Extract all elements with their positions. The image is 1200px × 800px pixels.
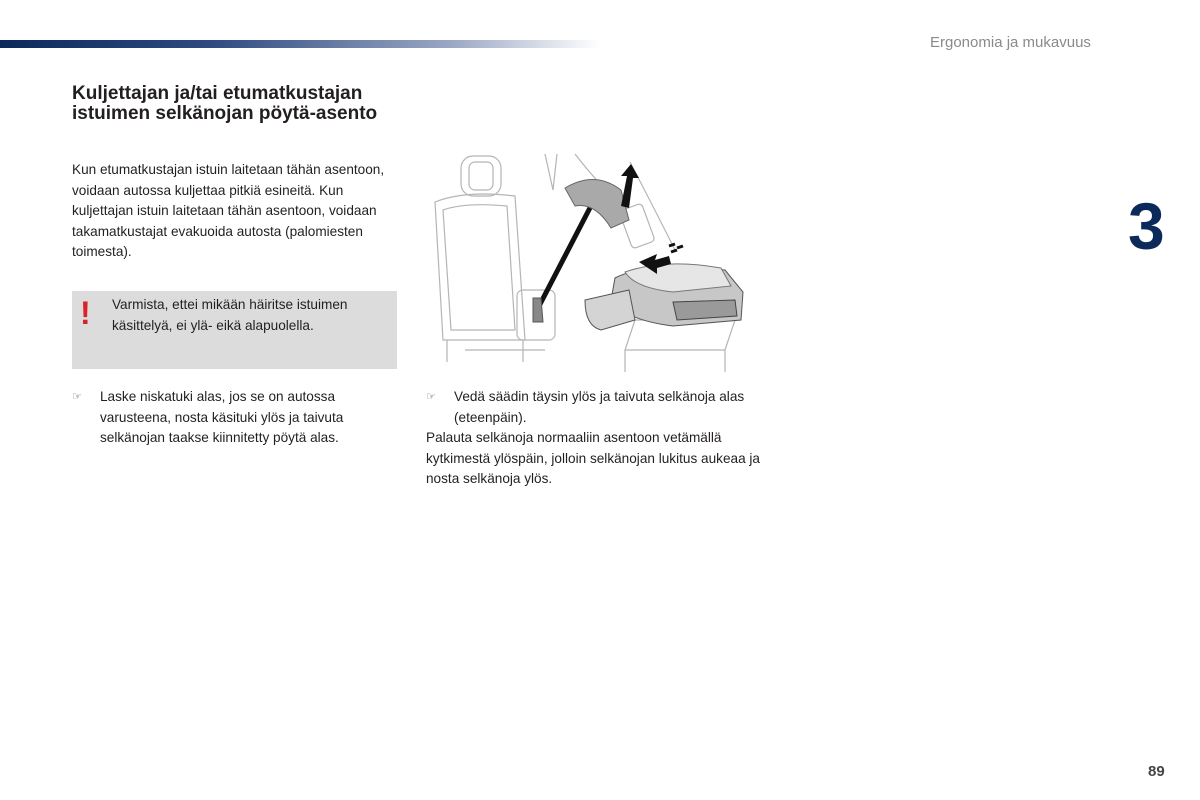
warning-icon: ! (80, 295, 91, 331)
instruction-step-2-text: Vedä säädin täysin ylös ja taivuta selkänoja alas (eteenpäin). (454, 389, 745, 425)
pointing-hand-icon: ☞ (72, 391, 82, 403)
pointing-hand-icon: ☞ (426, 391, 436, 403)
headrest-drawing (565, 179, 629, 228)
lever-drawing (533, 202, 593, 322)
page-number: 89 (1148, 763, 1165, 780)
restore-paragraph: Palauta selkänoja normaaliin asentoon vetämällä kytkimestä ylöspäin, jolloin selkänojan lukitus aukeaa ja nosta selkänoja ylös. (426, 430, 760, 486)
fold-down-table-drawing (585, 264, 743, 330)
section-title: Ergonomia ja mukavuus (930, 34, 1091, 51)
section-heading: Kuljettajan ja/tai etumatkustajan istuimen selkänojan pöytä-asento (72, 83, 378, 124)
intro-paragraph: Kun etumatkustajan istuin laitetaan tähän asentoon, voidaan autossa kuljettaa pitkiä esineitä. Kun kuljettajan istuin laitetaan tähän asentoon, voidaan takamatkustajat evakuoida autosta (palomiesten toimesta). (72, 162, 385, 259)
arrow-up-icon (621, 164, 639, 208)
instruction-step-1-text: Laske niskatuki alas, jos se on autossa varusteena, nosta käsituki ylös ja taivuta selkänojan taakse kiinnitetty pöytä alas. (100, 389, 344, 445)
warning-text: Varmista, ettei mikään häiritse istuimen käsittelyä, ei ylä- eikä alapuolella. (112, 297, 348, 333)
instruction-step-1 (72, 387, 392, 449)
header-gradient-bar (0, 40, 600, 48)
chapter-number: 3 (1128, 189, 1165, 263)
motion-dashes-icon (669, 244, 683, 252)
instruction-step-2 (426, 387, 756, 428)
seat-table-illustration (425, 150, 760, 372)
upright-seat-drawing (435, 156, 555, 362)
warning-box (72, 291, 397, 369)
